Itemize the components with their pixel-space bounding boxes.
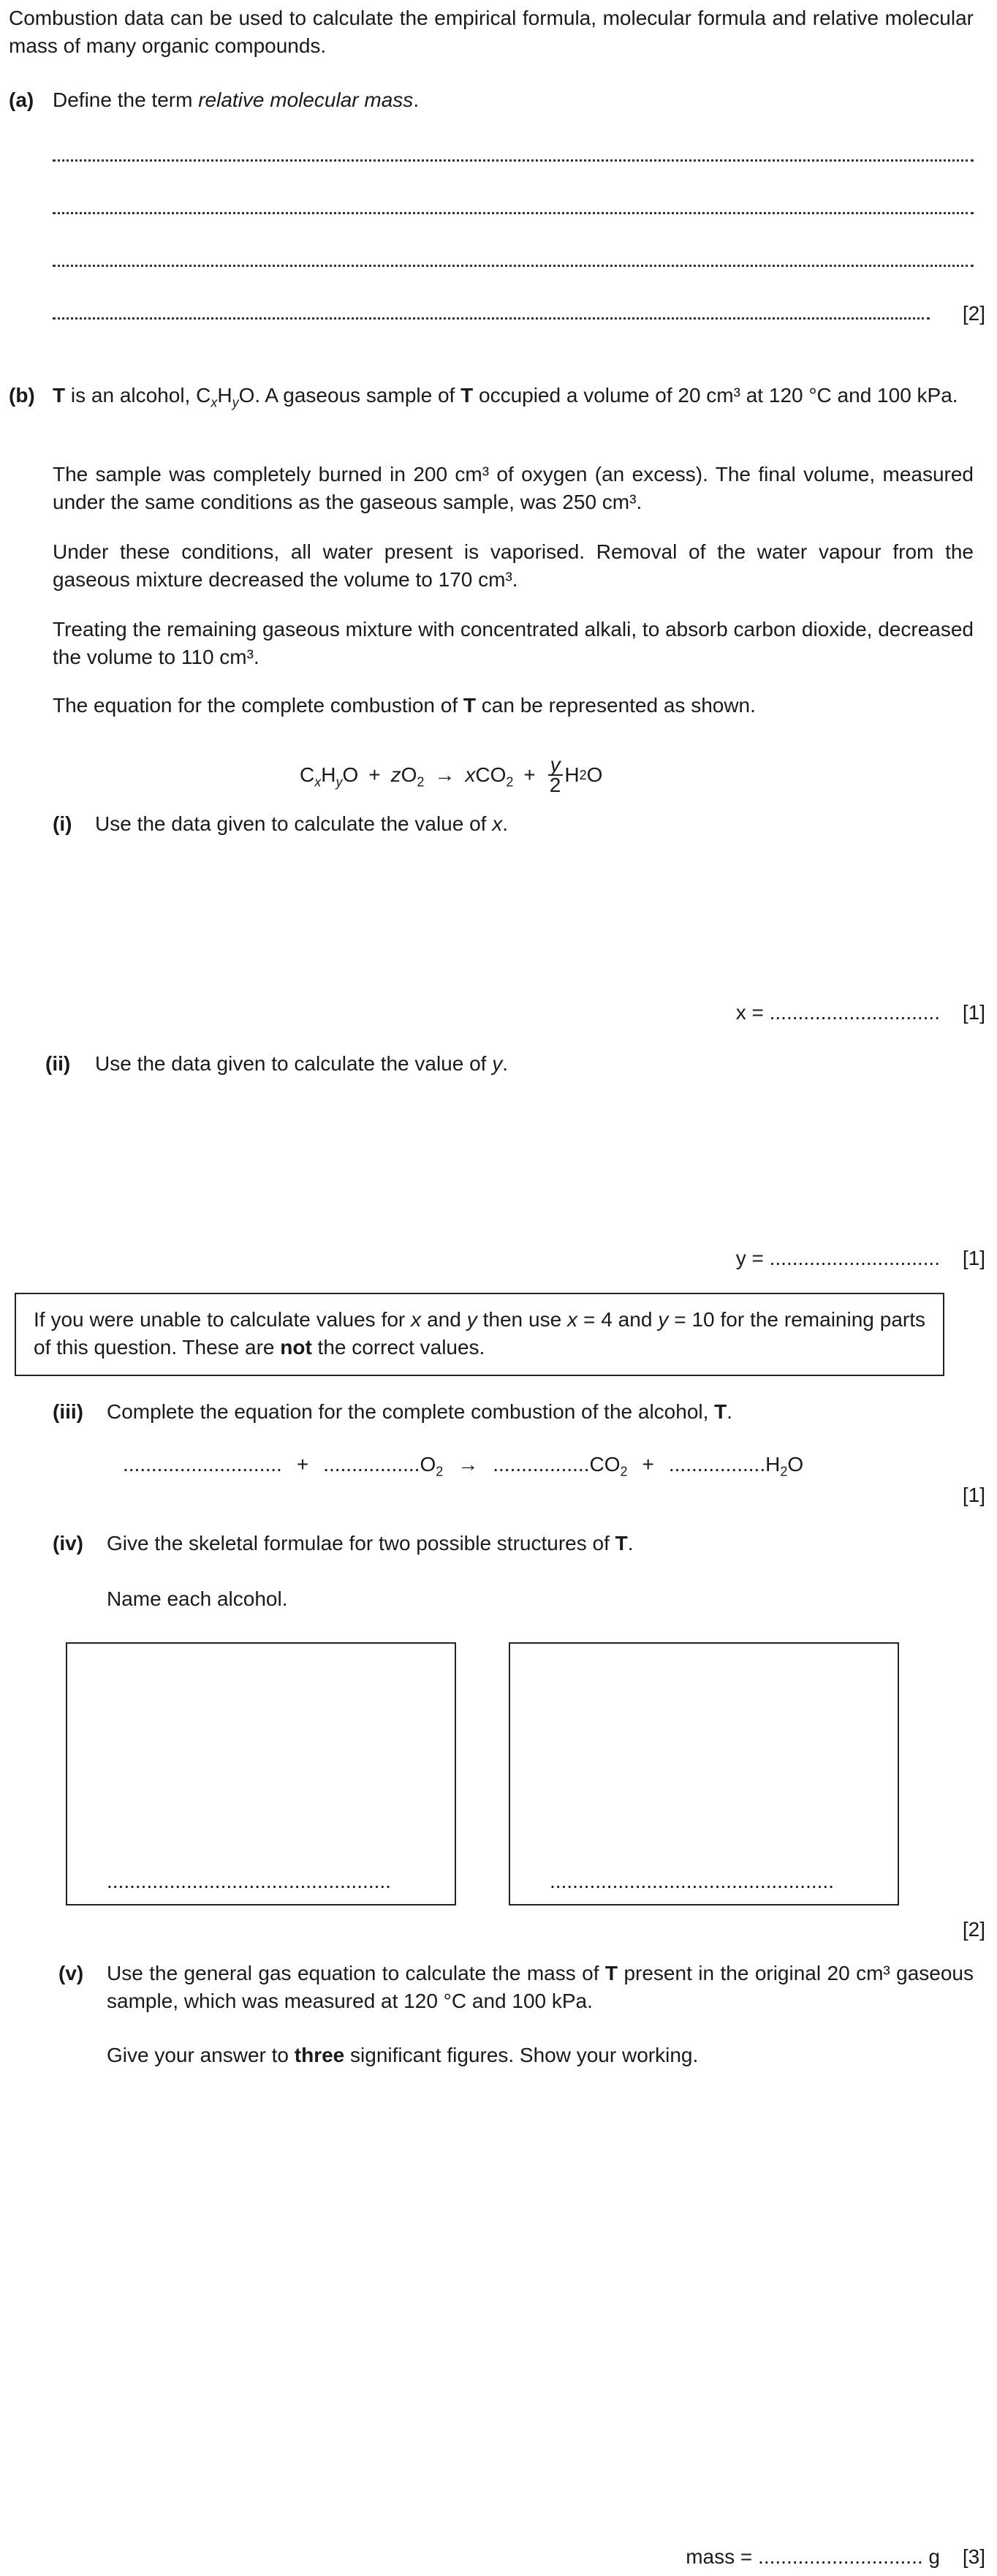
alcohol-formula: $C_xH_yO$	[196, 384, 255, 410]
alternative-values-note: If you were unable to calculate values for x and y then use x = 4 and y = 10 for the remaining parts of this question. These are not the correct values.	[15, 1293, 944, 1376]
blank-oxygen-coefficient[interactable]: $.................O_2$	[323, 1453, 444, 1479]
mass-answer-field[interactable]: mass = ............................. g	[686, 2545, 940, 2568]
blank-water-coefficient[interactable]: $.................H_2O$	[668, 1453, 804, 1479]
part-i-question: Use the data given to calculate the value of x.	[95, 812, 509, 835]
equation-to-complete: ............................ + $.................O_2$ → $.................CO_2$ + $.................H_2O$	[123, 1451, 803, 1478]
part-iv-question: Give the skeletal formulae for two possible structures of T.	[107, 1532, 634, 1555]
answer-line-a-2[interactable]	[53, 212, 974, 214]
term-relative-molecular-mass: relative molecular mass	[198, 88, 414, 111]
eq-product-co2: xCO$_2$	[465, 763, 514, 790]
eq-reactant-alcohol: $C_xH_yO$	[300, 763, 359, 790]
part-b-intro: T is an alcohol, $C_xH_yO$. A gaseous sample of T occupied a volume of 20 cm³ at 120 °C and 100 kPa.	[53, 384, 958, 410]
part-ii-question: Use the data given to calculate the value of y.	[95, 1052, 509, 1075]
part-b-para3: Under these conditions, all water present is vaporised. Removal of the water vapour from the gaseous mixture decreased the volume to 170 cm³.	[53, 540, 974, 591]
part-iii-mark: [1]	[962, 1484, 985, 1506]
part-v-question: Use the general gas equation to calculate the mass of T present in the original 20 cm³ gaseous sample, which was measured at 120 °C and 100 kPa.	[107, 1962, 974, 2012]
structure-box-1[interactable]	[66, 1642, 456, 1905]
part-b-para5: The equation for the complete combustion of T can be represented as shown.	[53, 694, 756, 717]
part-b-para4: Treating the remaining gaseous mixture with concentrated alkali, to absorb carbon dioxide, decreased the volume to 110 cm³.	[53, 618, 974, 668]
name-line-1[interactable]: ..................................................	[107, 1870, 391, 1892]
part-ii-label: (ii)	[45, 1052, 71, 1075]
part-i-mark: [1]	[962, 1001, 985, 1024]
part-ii-mark: [1]	[962, 1247, 985, 1269]
part-iv-mark: [2]	[962, 1918, 985, 1941]
answer-line-a-1[interactable]	[53, 159, 974, 162]
x-answer-field[interactable]: x = ..............................	[735, 1001, 940, 1024]
part-iii-question: Complete the equation for the complete combustion of the alcohol, T.	[107, 1400, 733, 1423]
part-v-mark: [3]	[962, 2545, 985, 2568]
name-each-alcohol: Name each alcohol.	[107, 1587, 288, 1610]
blank-alcohol[interactable]: ............................	[123, 1453, 282, 1476]
part-b-para2: The sample was completely burned in 200 cm³ of oxygen (an excess). The final volume, measured under the same conditions as the gaseous sample, was 250 cm³.	[53, 463, 974, 513]
part-iv-label: (iv)	[53, 1532, 83, 1555]
answer-line-a-3[interactable]	[53, 265, 974, 267]
part-v-instruction: Give your answer to three significant figures. Show your working.	[107, 2044, 699, 2066]
intro-text: Combustion data can be used to calculate the empirical formula, molecular formula and relative molecular mass of many organic compounds.	[9, 7, 974, 57]
answer-line-a-4[interactable]	[53, 317, 930, 320]
blank-co2-coefficient[interactable]: $.................CO_2$	[493, 1453, 628, 1479]
name-line-2[interactable]: ..................................................	[550, 1870, 834, 1892]
eq-product-water: $\frac{y}{2}$ H 2 O	[546, 755, 603, 795]
structure-box-2[interactable]	[509, 1642, 899, 1905]
eq-reactant-oxygen: $zO_2$	[390, 763, 425, 790]
part-a-label: (a)	[9, 88, 34, 111]
part-a-mark: [2]	[962, 302, 985, 325]
part-i-label: (i)	[53, 812, 72, 835]
part-v-label: (v)	[58, 1962, 84, 1984]
y-answer-field[interactable]: y = ..............................	[735, 1247, 940, 1269]
part-b-label: (b)	[9, 384, 35, 407]
part-iii-label: (iii)	[53, 1400, 83, 1423]
combustion-equation: $C_xH_yO$ + $zO_2$ → xCO$_2$ + $\frac{y}{2}$ H 2 O	[300, 753, 603, 796]
part-a-question: Define the term relative molecular mass.	[53, 88, 420, 111]
